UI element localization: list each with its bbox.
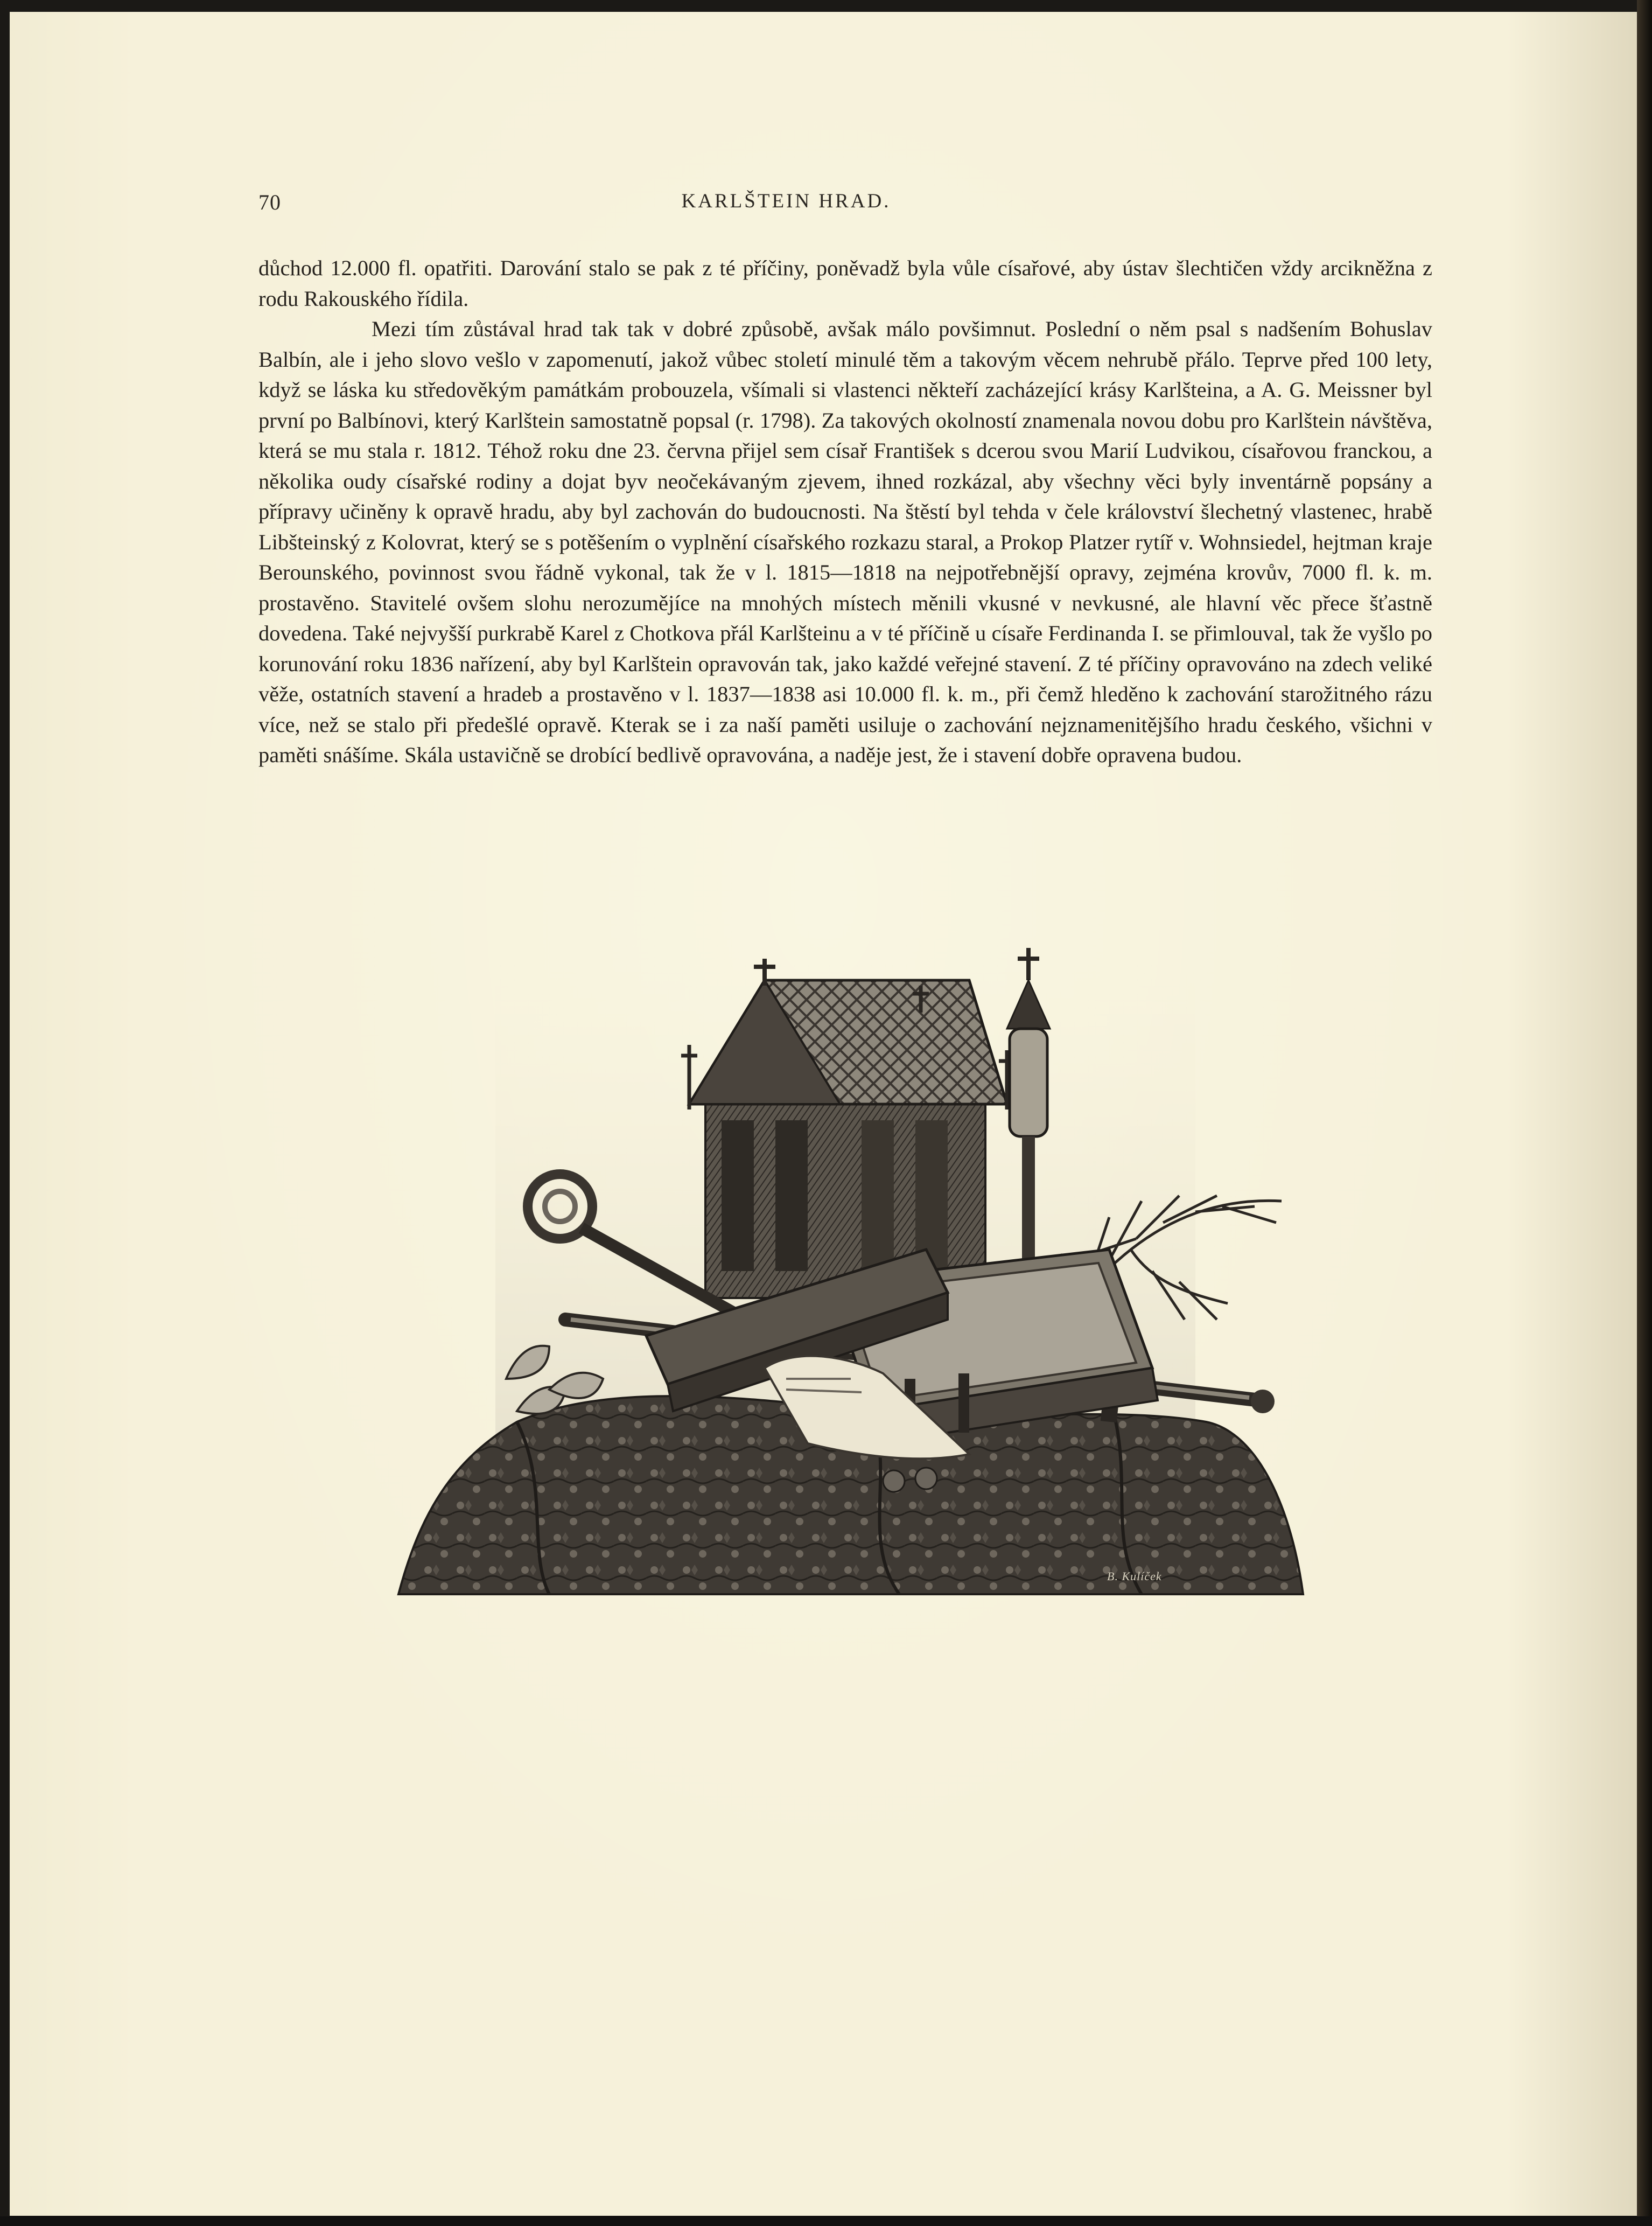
book-spine-edge xyxy=(1637,0,1652,2226)
paragraph-continuation: důchod 12.000 fl. opatřiti. Darování stalo se pak z té příčiny, poněvadž byla vůle císařové, aby ústav šlechtičen vždy arcikněžna z rodu Rakouského řídila. xyxy=(258,256,1432,311)
engraving-drawing xyxy=(388,948,1314,1600)
page-number: 70 xyxy=(258,190,281,214)
scan-bottom-edge xyxy=(0,2216,1652,2226)
engraver-signature: B. Kulíček xyxy=(1107,1569,1162,1583)
running-head xyxy=(258,190,1314,222)
running-title: KARLŠTEIN HRAD. xyxy=(681,190,891,212)
still-life-engraving xyxy=(388,948,1314,1600)
paragraph-main: Mezi tím zůstával hrad tak tak v dobré způsobě, avšak málo povšimnut. Poslední o něm psal s nadšením Bohuslav Balbín, ale i jeho slovo vešlo v zapomenutí, jakož vůbec století minulé těm a takovým věcem nehrubě přálo. Teprve před 100 lety, když se láska ku středověkým památkám probouzela, všímali si vlastenci někteří zacházející krásy Karlšteina, a A. G. Meissner byl první po Balbínovi, který Karlštein samostatně popsal (r. 1798). Za takových okolností znamenala novou dobu pro Karlštein návštěva, která se mu stala r. 1812. Téhož roku dne 23. června přijel sem císař František s dcerou svou Marií Ludvikou, císařovou franckou, a několika oudy císařské rodiny a dojat byv neočekávaným zjevem, ihned rozkázal, aby všechny věci byly inventárně popsány a přípravy učiněny k opravě hradu, aby byl zachován do budoucnosti. Na štěstí byl tehda v čele království šlechetný vlastenec, hrabě Libšteinský z Kolovrat, který se s potěšením o vyplnění císařského rozkazu staral, a Prokop Platzer rytíř v. Wohnsiedel, hejtman kraje Berounského, povinnost svou řádně vykonal, tak že v l. 1815—1818 na nejpotřebnější opravy, zejména krovův, 7000 fl. k. m. prostavěno. Stavitelé ovšem slohu nerozumějíce na mnohých místech měnili vkusné v nevkusné, ale hlavní věc přece šťastně dovedena. Také nejvyšší purkrabě Karel z Chotkova přál Karlšteinu a v té příčině u císaře Ferdinanda I. se přimlouval, tak že vyšlo po korunování roku 1836 nařízení, aby byl Karlštein opravován tak, jako každé veřejné stavení. Z té příčiny opravováno na zdech veliké věže, ostatních stavení a hradeb a prostavěno v l. 1837—1838 asi 10.000 fl. k. m., při čemž hleděno k zachování starožitného rázu více, než se stalo při předešlé opravě. Kterak se i za naší paměti usiluje o zachování nejznamenitějšího hradu českého, všichni v paměti snášíme. Skála ustavičně se drobící bedlivě opravována, a naděje jest, že i stavení dobře opravena budou. xyxy=(258,317,1432,767)
body-text xyxy=(258,253,1432,771)
